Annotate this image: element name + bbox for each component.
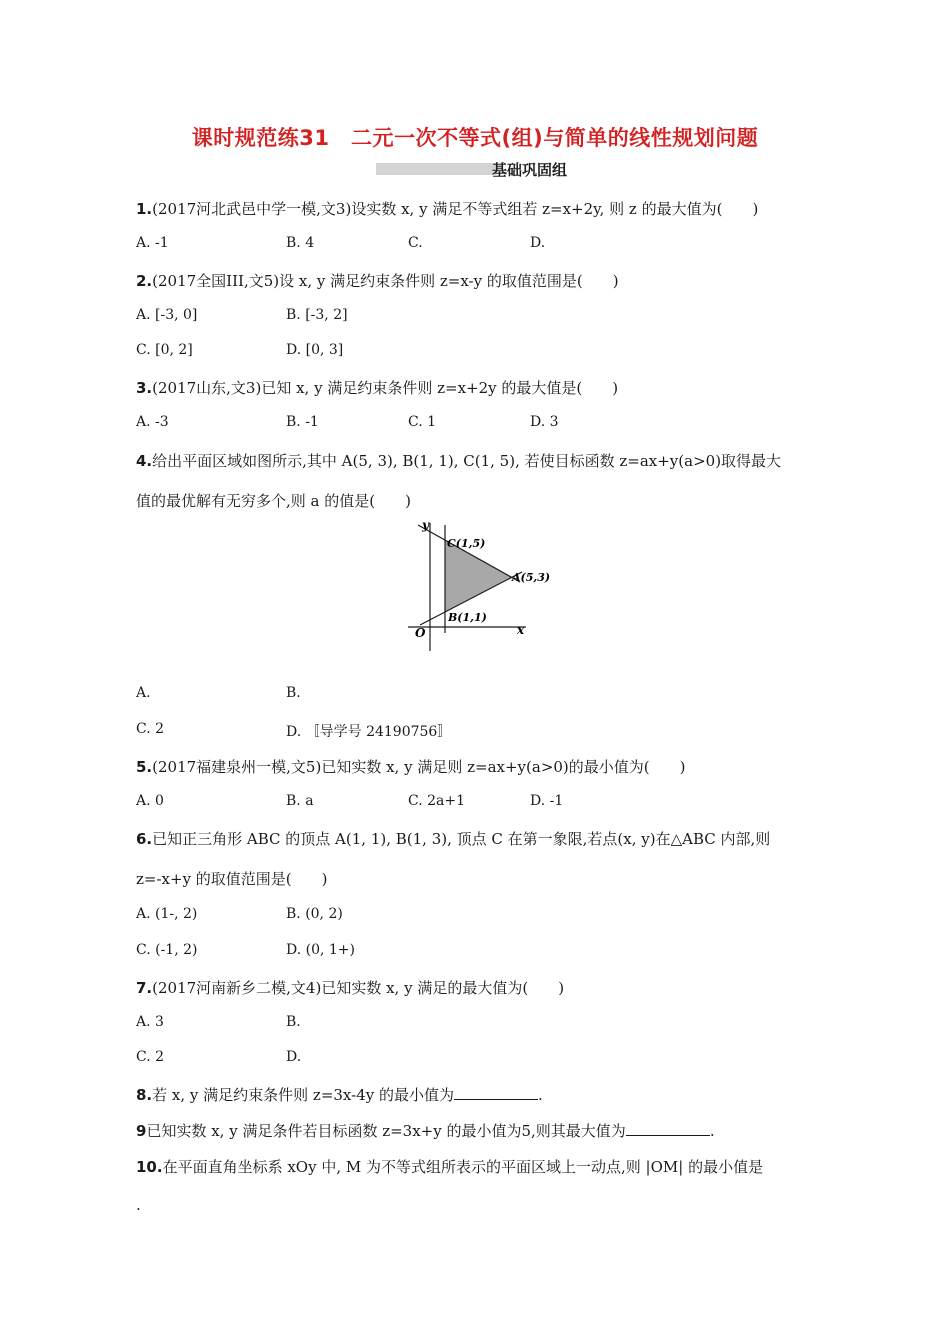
option-c: C. 2a+1	[408, 793, 466, 809]
question-text: 若 x, y 满足约束条件则 z=3x-4y 的最小值为	[152, 1086, 454, 1104]
question-4	[136, 450, 781, 471]
option-a: A. 0	[136, 793, 164, 809]
feasible-region	[445, 540, 512, 612]
question-1	[136, 198, 758, 219]
question-number: 4.	[136, 452, 153, 470]
question-text: (2017全国III,文5)设 x, y 满足约束条件则 z=x-y 的取值范围是( )	[152, 272, 619, 290]
question-number: 2.	[136, 272, 153, 290]
question-6-cont: z=-x+y 的取值范围是( )	[136, 870, 328, 888]
question-tail: .	[709, 1122, 715, 1140]
question-text-line-1: 给出平面区域如图所示,其中 A(5, 3), B(1, 1), C(1, 5), 若使目标函数 z=ax+y(a>0)取得最大	[152, 452, 782, 470]
point-b-label: B(1,1)	[448, 611, 487, 624]
question-text: (2017河南新乡二模,文4)已知实数 x, y 满足的最大值为( )	[152, 979, 565, 997]
option-b: B. [-3, 2]	[286, 307, 348, 323]
question-text: 在平面直角坐标系 xOy 中, M 为不等式组所表示的平面区域上一动点,则 |OM| 的最小值是	[162, 1158, 764, 1176]
option-c: C. 2	[136, 721, 165, 737]
option-a: A. [-3, 0]	[136, 307, 198, 323]
option-d: D. 〚导学号 24190756〛	[286, 724, 452, 740]
question-text: (2017福建泉州一模,文5)已知实数 x, y 满足则 z=ax+y(a>0)的最小值为( )	[152, 758, 686, 776]
option-a: A. -3	[136, 414, 169, 430]
section-label: 基础巩固组	[492, 161, 568, 179]
question-4-cont: 值的最优解有无穷多个,则 a 的值是( )	[136, 492, 411, 510]
question-number: 5.	[136, 758, 153, 776]
question-number: 8.	[136, 1086, 153, 1104]
option-b: B. -1	[286, 414, 319, 430]
option-b: B.	[286, 1014, 301, 1030]
option-d: D. 3	[530, 414, 559, 430]
option-d: D.	[286, 1049, 302, 1065]
option-d: D. -1	[530, 793, 564, 809]
question-9	[136, 1120, 715, 1141]
option-d: D. [0, 3]	[286, 342, 344, 358]
origin-label: O	[415, 626, 426, 640]
question-number: 3.	[136, 379, 153, 397]
answer-blank[interactable]	[626, 1121, 710, 1136]
page-title: 课时规范练31 二元一次不等式(组)与简单的线性规划问题	[191, 126, 759, 150]
option-c: C.	[408, 235, 423, 251]
option-a: A. (1-, 2)	[136, 906, 198, 922]
option-b: B.	[286, 685, 301, 701]
option-c: C. [0, 2]	[136, 342, 193, 358]
option-d: D.	[530, 235, 546, 251]
option-d: D. (0, 1+)	[286, 942, 355, 958]
option-b: B. a	[286, 793, 314, 809]
question-text: (2017山东,文3)已知 x, y 满足约束条件则 z=x+2y 的最大值是( )	[152, 379, 619, 397]
question-tail: .	[537, 1086, 543, 1104]
option-a: A. 3	[136, 1014, 164, 1030]
question-text: 已知实数 x, y 满足条件若目标函数 z=3x+y 的最小值为5,则其最大值为	[146, 1122, 626, 1140]
question-6	[136, 828, 770, 849]
question-8	[136, 1084, 543, 1105]
option-c: C. 1	[408, 414, 437, 430]
region-figure	[400, 515, 551, 655]
question-10	[136, 1156, 763, 1177]
question-text: (2017河北武邑中学一模,文3)设实数 x, y 满足不等式组若 z=x+2y, 则 z 的最大值为( )	[152, 200, 759, 218]
option-c: C. (-1, 2)	[136, 942, 198, 958]
question-7	[136, 977, 564, 998]
question-number: 1.	[136, 200, 153, 218]
question-number: 7.	[136, 979, 153, 997]
section-bar	[376, 163, 496, 175]
option-c: C. 2	[136, 1049, 165, 1065]
option-b: B. 4	[286, 235, 315, 251]
option-a: A.	[136, 685, 151, 701]
option-a: A. -1	[136, 235, 169, 251]
answer-blank[interactable]	[454, 1085, 538, 1100]
point-c-label: C(1,5)	[447, 537, 486, 550]
y-axis-label: y	[422, 518, 429, 532]
question-10-tail: .	[136, 1196, 141, 1214]
option-b: B. (0, 2)	[286, 906, 343, 922]
point-a-label: A(5,3)	[512, 571, 551, 584]
question-2	[136, 270, 619, 291]
question-number: 6.	[136, 830, 153, 848]
x-axis-label: x	[517, 623, 525, 637]
question-text-line-1: 已知正三角形 ABC 的顶点 A(1, 1), B(1, 3), 顶点 C 在第一象限,若点(x, y)在△ABC 内部,则	[152, 830, 771, 848]
question-5	[136, 756, 686, 777]
question-number: 10.	[136, 1158, 163, 1176]
question-3	[136, 377, 618, 398]
question-number: 9	[136, 1122, 147, 1140]
